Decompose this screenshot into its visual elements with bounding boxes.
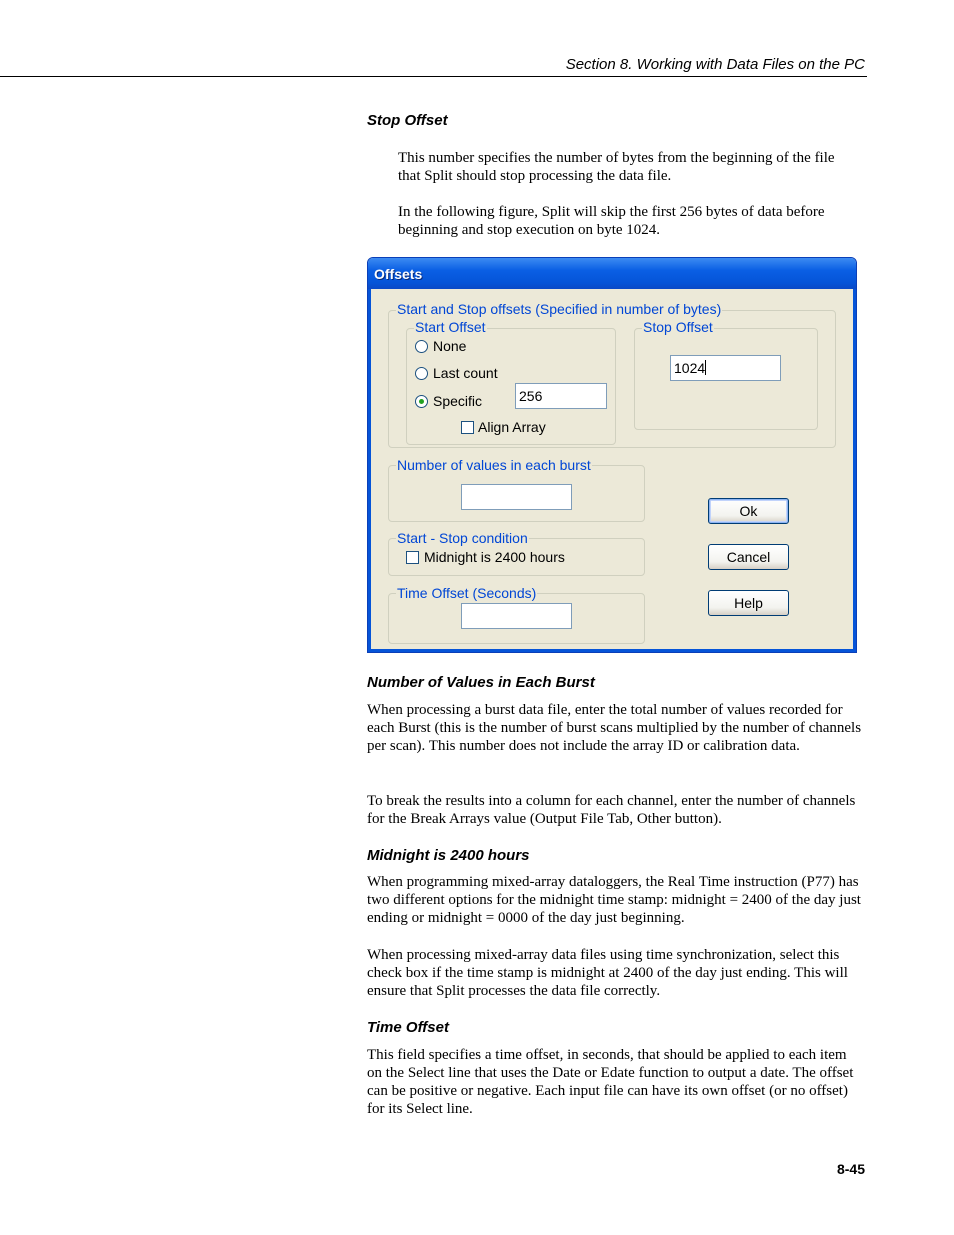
radio-last-count-label[interactable]: Last count [433,365,498,381]
group-time-offset-title: Time Offset (Seconds) [397,585,537,601]
heading-burst: Number of Values in Each Burst [367,674,595,691]
burst-values-input[interactable] [461,484,572,510]
midnight-label[interactable]: Midnight is 2400 hours [424,549,565,565]
cancel-button[interactable]: Cancel [708,544,789,570]
heading-stop-offset: Stop Offset [367,112,448,129]
group-start-offset-title: Start Offset [415,319,486,335]
paragraph-midnight-1: When programming mixed-array dataloggers, the Real Time instruction (P77) has two different options for the midnight time stamp: midnight = 2400 of the day just ending or midnight = 0000 of the day just beginning. [367,874,861,926]
radio-none[interactable] [415,340,428,353]
paragraph-time-offset-1: This field specifies a time offset, in seconds, that should be applied to each item on the Select line that uses the Date or Edate function to output a date. The offset can be positive or negative. Each input file can have its own offset (or no offset) for its Select line. [367,1047,854,1117]
ok-button[interactable]: Ok [708,498,789,524]
paragraph-stop-offset-2: In the following figure, Split will skip the first 256 bytes of data before beginning and stop execution on byte 1024. [398,204,825,238]
running-header: Section 8. Working with Data Files on the PC [565,56,865,73]
dialog-titlebar[interactable] [368,258,856,289]
group-burst-title: Number of values in each burst [397,457,591,473]
paragraph-burst-2: To break the results into a column for each channel, enter the number of channels for the Break Arrays value (Output File Tab, Other button). [367,793,856,827]
stop-offset-input[interactable] [670,355,781,381]
align-array-label[interactable]: Align Array [478,419,546,435]
offsets-dialog [367,257,857,653]
help-button[interactable]: Help [708,590,789,616]
radio-specific-label[interactable]: Specific [433,393,483,409]
dialog-title: Offsets [374,266,423,282]
time-offset-input[interactable] [461,603,572,629]
paragraph-stop-offset-1: This number specifies the number of bytes from the beginning of the file that Split should stop processing the data file. [398,150,835,184]
radio-last-count[interactable] [415,367,428,380]
dialog-frame-right [853,289,856,652]
dialog-frame-bottom [368,649,856,652]
heading-time-offset: Time Offset [367,1019,449,1036]
dialog-frame-left [368,289,371,652]
align-array-checkbox[interactable] [461,421,474,434]
group-stop-offset-title: Stop Offset [643,319,713,335]
paragraph-burst-1: When processing a burst data file, enter the total number of values recorded for each Burst (this is the number of burst scans multiplied by the number of channels per scan). This number does not include the array ID or calibration data. [367,702,862,754]
heading-midnight: Midnight is 2400 hours [367,847,530,864]
text-caret [705,360,706,375]
midnight-checkbox[interactable] [406,551,419,564]
group-start-stop-condition-title: Start - Stop condition [397,530,528,546]
radio-none-label[interactable]: None [433,338,467,354]
radio-specific[interactable] [415,395,428,408]
specific-offset-input[interactable]: 256 [515,383,607,409]
header-rule [0,76,867,77]
paragraph-midnight-2: When processing mixed-array data files using time synchronization, select this check box if the time stamp is midnight at 2400 of the day just ending. This will ensure that Split processes the data file correctly. [367,947,848,999]
group-start-stop-offsets-title: Start and Stop offsets (Specified in number of bytes) [397,301,722,317]
page-number: 8-45 [836,1161,865,1177]
stop-offset-value: 1024 [674,360,706,376]
